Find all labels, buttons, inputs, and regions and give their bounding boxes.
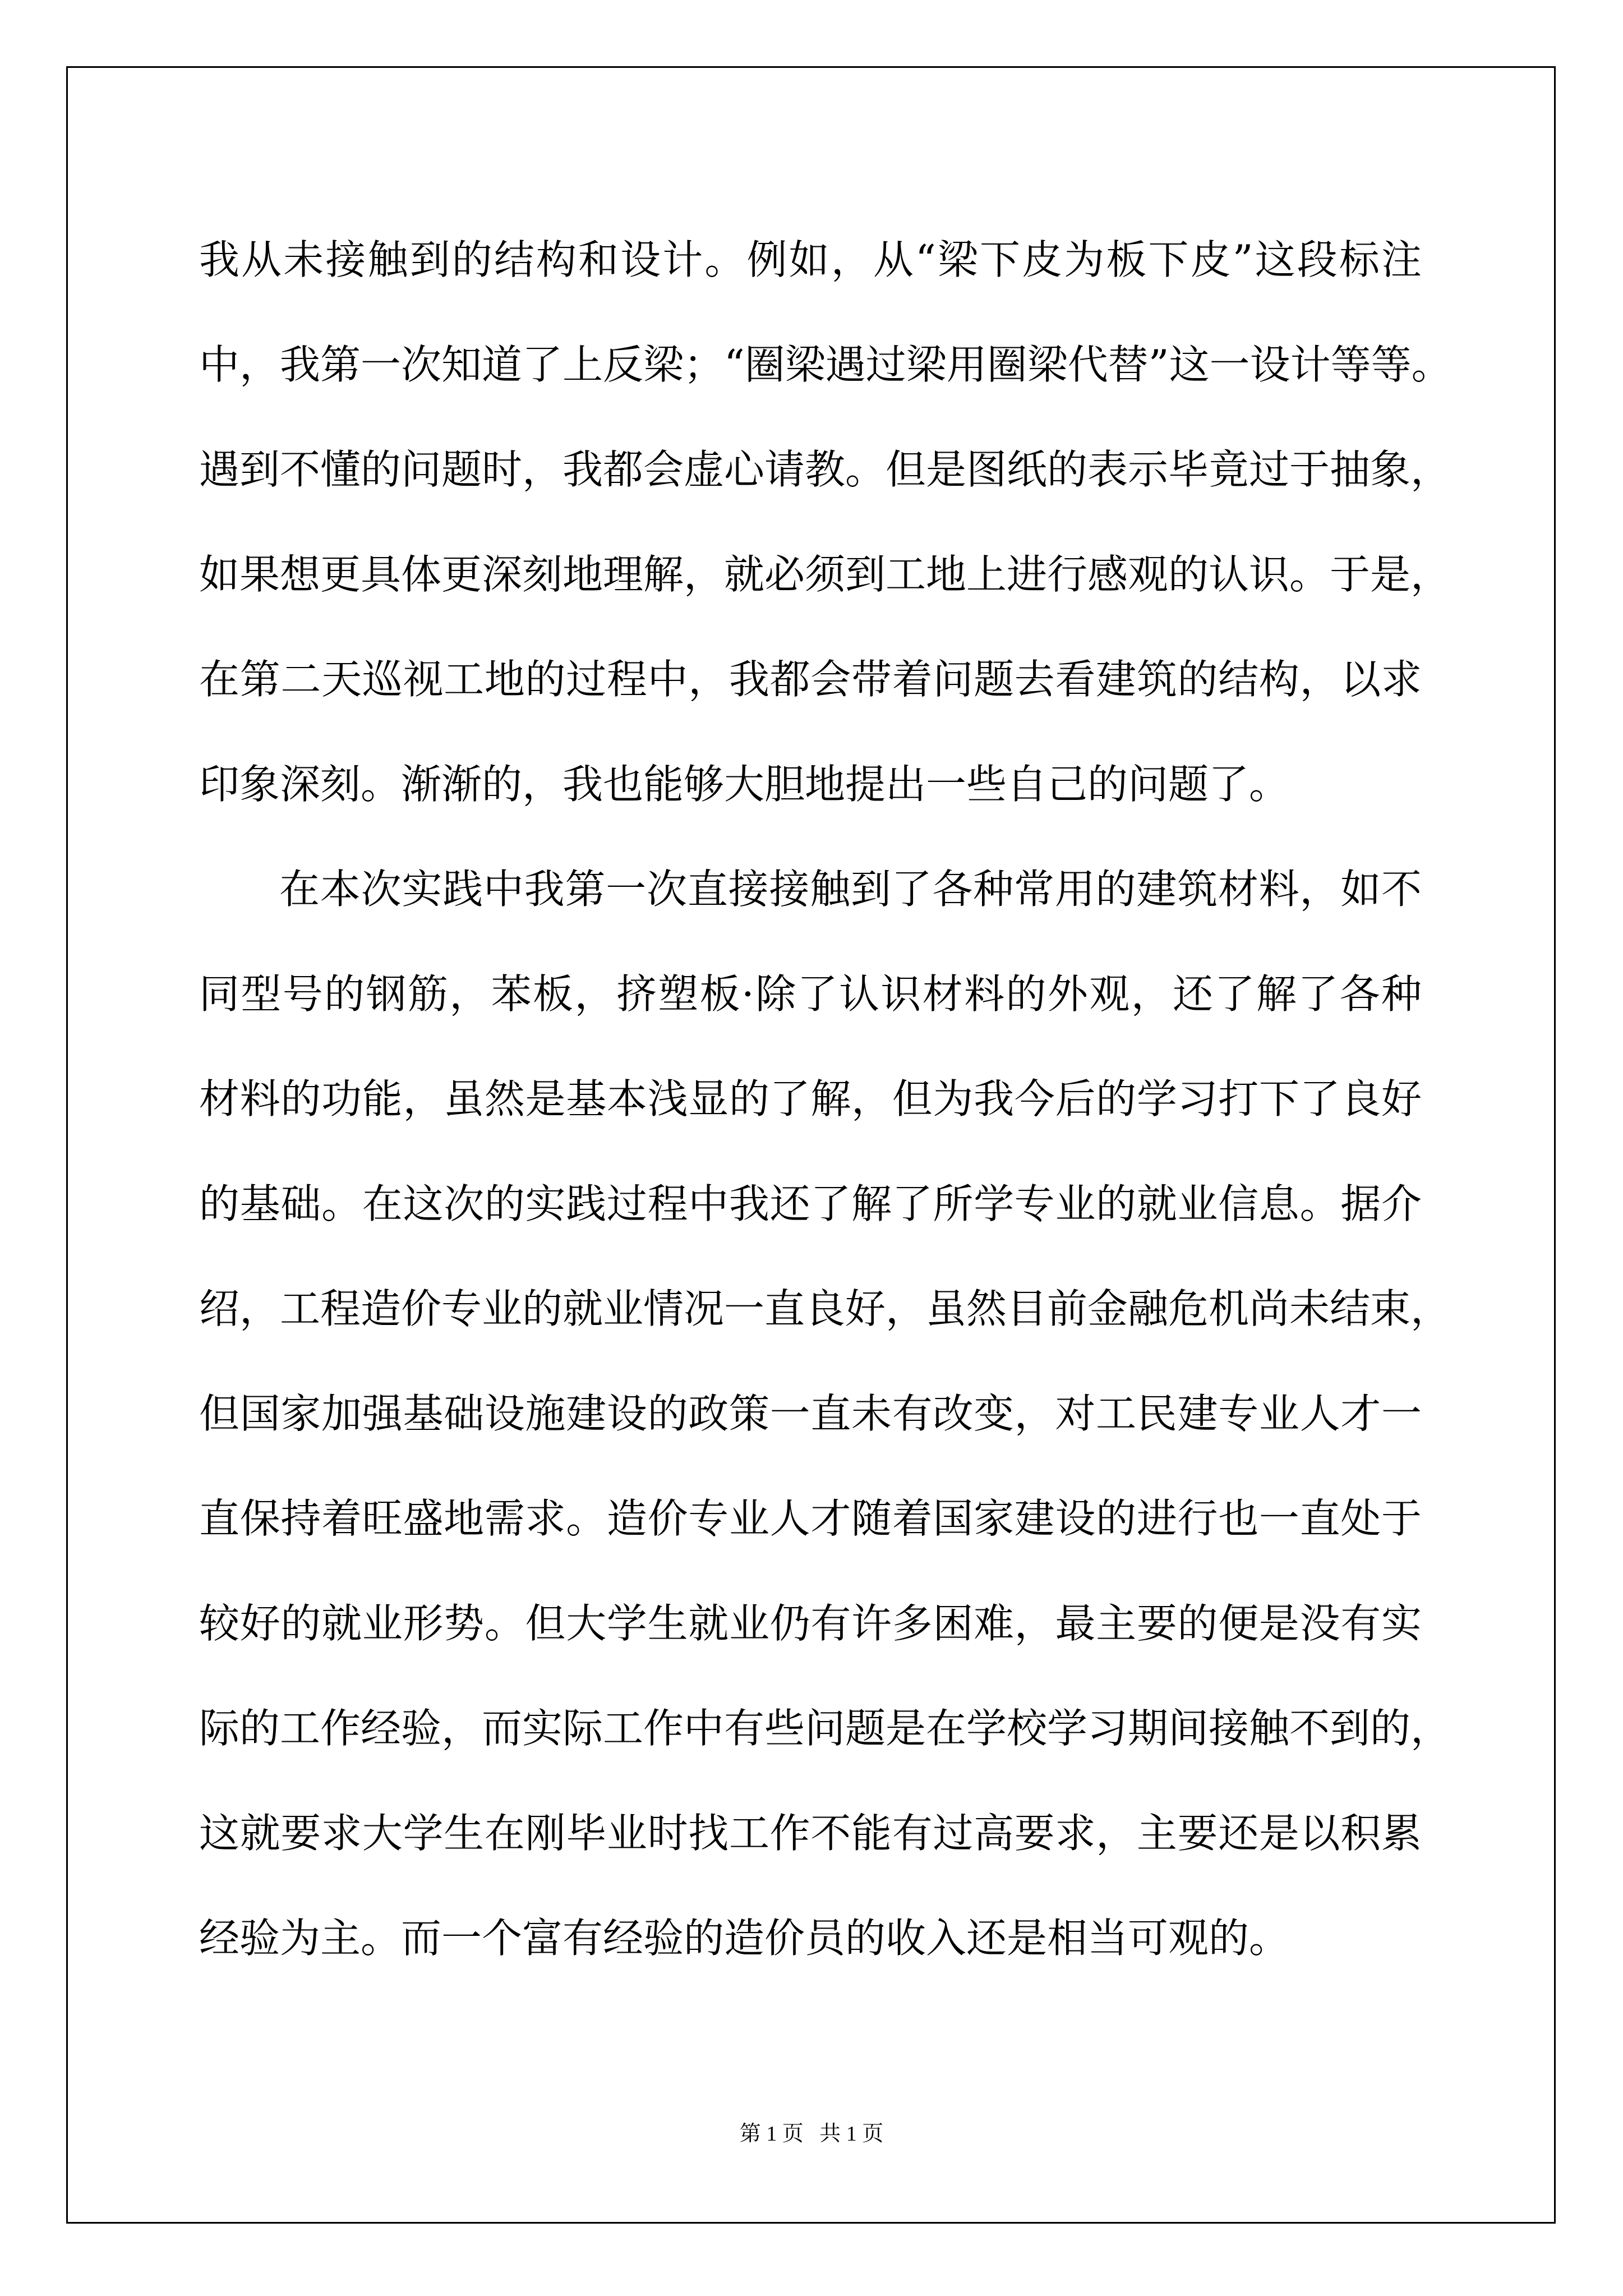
paragraph-line: 如果想更具体更深刻地理解，就必须到工地上进行感观的认识。于是， (199, 551, 1451, 598)
paragraph-line: 际的工作经验，而实际工作中有些问题是在学校学习期间接触不到的， (199, 1705, 1451, 1752)
paragraph-line: 遇到不懂的问题时，我都会虚心请教。但是图纸的表示毕竟过于抽象， (199, 446, 1451, 493)
paragraph-line: 直保持着旺盛地需求。造价专业人才随着国家建设的进行也一直处于 (199, 1495, 1422, 1542)
page-number-footer: 第 1 页 共 1 页 (739, 2122, 884, 2146)
document-body (199, 208, 1452, 1991)
paragraph-line: 中，我第一次知道了上反梁；“圈梁遇过梁用圈梁代替”这一设计等等。 (199, 341, 1452, 388)
paragraph-line: 在第二天巡视工地的过程中，我都会带着问题去看建筑的结构，以求 (199, 656, 1422, 703)
paragraph-line: 绍，工程造价专业的就业情况一直良好，虽然目前金融危机尚未结束， (199, 1285, 1451, 1332)
paragraph-line: 较好的就业形势。但大学生就业仍有许多困难，最主要的便是没有实 (199, 1600, 1422, 1647)
paragraph-line: 但国家加强基础设施建设的政策一直未有改变，对工民建专业人才一 (199, 1390, 1422, 1437)
paragraph-line: 的基础。在这次的实践过程中我还了解了所学专业的就业信息。据介 (199, 1180, 1422, 1227)
paragraph-line: 印象深刻。渐渐的，我也能够大胆地提出一些自己的问题了。 (199, 761, 1290, 808)
paragraph-line: 在本次实践中我第一次直接接触到了各种常用的建筑材料，如不 (279, 866, 1422, 913)
paragraph-line: 这就要求大学生在刚毕业时找工作不能有过高要求，主要还是以积累 (199, 1810, 1422, 1857)
paragraph-line: 同型号的钢筋，苯板，挤塑板·除了认识材料的外观，还了解了各种 (199, 970, 1422, 1018)
paragraph-line: 材料的功能，虽然是基本浅显的了解，但为我今后的学习打下了良好 (199, 1075, 1422, 1122)
paragraph-line: 经验为主。而一个富有经验的造价员的收入还是相当可观的。 (199, 1915, 1290, 1962)
paragraph-line: 我从未接触到的结构和设计。例如，从“梁下皮为板下皮”这段标注 (199, 236, 1422, 283)
